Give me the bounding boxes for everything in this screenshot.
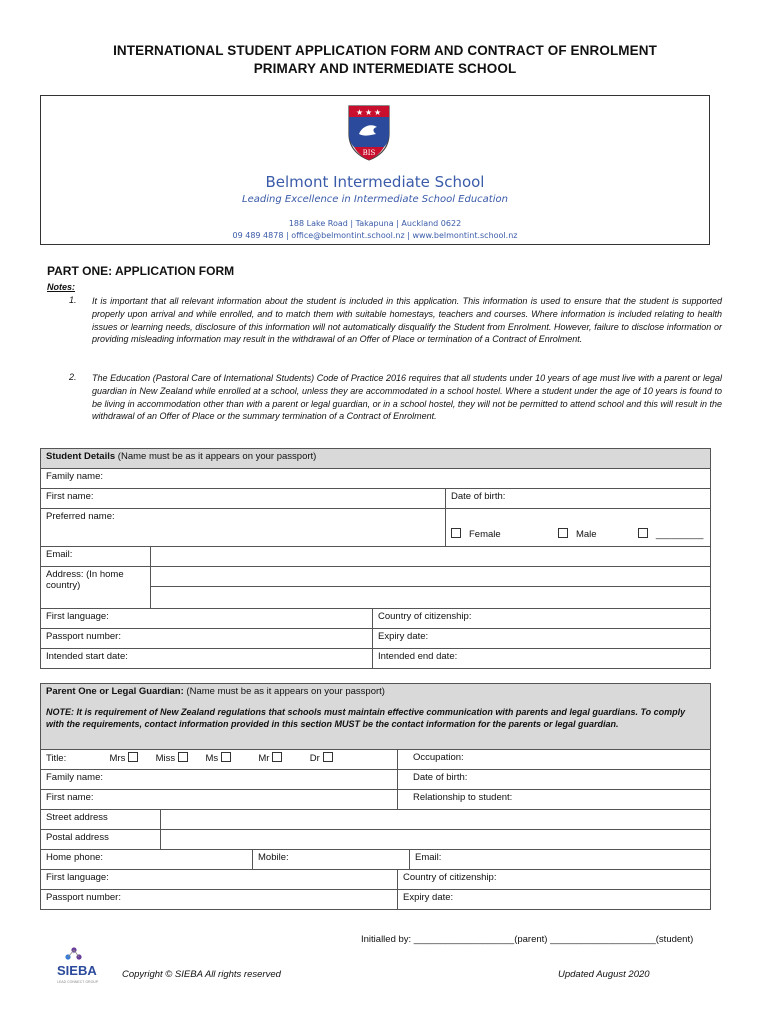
- dr-checkbox[interactable]: [323, 752, 333, 762]
- student-preferred-name-field[interactable]: Preferred name:: [41, 509, 446, 547]
- student-end-date-field[interactable]: Intended end date:: [373, 649, 711, 669]
- parent-mobile-field[interactable]: Mobile:: [253, 850, 410, 870]
- student-first-name-field[interactable]: First name:: [41, 489, 446, 509]
- sieba-logo-text: SIEBA: [57, 963, 97, 978]
- parent-email-field[interactable]: Email:: [410, 850, 711, 870]
- miss-checkbox[interactable]: [178, 752, 188, 762]
- student-address-label: Address: (In home country): [41, 567, 151, 609]
- sieba-logo-subtext: LEAD CONNECT GROUP: [57, 980, 99, 984]
- student-passport-field[interactable]: Passport number:: [41, 629, 373, 649]
- student-details-table: [40, 448, 711, 669]
- student-email-field[interactable]: [151, 547, 711, 567]
- student-address-field-line2[interactable]: [151, 587, 711, 609]
- initialled-by-line: Initialled by: ___________________(parent) ____________________(student): [361, 934, 694, 945]
- school-crest-logo: [347, 104, 391, 162]
- parent-street-label: Street address: [41, 810, 161, 830]
- student-details-header: Student Details (Name must be as it appears on your passport): [41, 449, 711, 469]
- form-title-line1: INTERNATIONAL STUDENT APPLICATION FORM AND CONTRACT OF ENROLMENT: [113, 43, 657, 58]
- student-first-language-field[interactable]: First language:: [41, 609, 373, 629]
- part-one-heading: PART ONE: APPLICATION FORM: [47, 264, 235, 278]
- parent-details-header: Parent One or Legal Guardian: (Name must be as it appears on your passport): [41, 684, 711, 704]
- student-family-name-field[interactable]: Family name:: [41, 469, 711, 489]
- notes-label: Notes:: [47, 282, 76, 292]
- student-expiry-field[interactable]: Expiry date:: [373, 629, 711, 649]
- note-2-number: 2.: [69, 372, 77, 382]
- parent-title-row: [41, 750, 398, 770]
- male-checkbox[interactable]: [558, 528, 568, 538]
- parent-citizenship-field[interactable]: Country of citizenship:: [398, 870, 711, 890]
- dr-label: Dr: [309, 753, 320, 764]
- parent-expiry-field[interactable]: Expiry date:: [398, 890, 711, 910]
- mrs-checkbox[interactable]: [128, 752, 138, 762]
- student-gender-options: [446, 509, 711, 547]
- school-tagline: Leading Excellence in Intermediate School Education: [242, 194, 508, 205]
- parent-postal-label: Postal address: [41, 830, 161, 850]
- student-citizenship-field[interactable]: Country of citizenship:: [373, 609, 711, 629]
- student-address-field-line1[interactable]: [151, 567, 711, 587]
- ms-label: Ms: [205, 753, 219, 764]
- student-dob-field[interactable]: Date of birth:: [446, 489, 711, 509]
- student-email-label: Email:: [41, 547, 151, 567]
- parent-passport-field[interactable]: Passport number:: [41, 890, 398, 910]
- parent-first-name-field[interactable]: First name:: [41, 790, 398, 810]
- note-1-text: It is important that all relevant information about the student is included in this application. This information is used to ensure that the student is supported properly upon arrival and while enrolled, and to match them with suitable homestays, teachers and courses. Where information is included relating to health issues or learning needs, disclosure of this information will not automatically disqualify the Student from Enrolment. However, failure to disclose information or providing misleading information may result in the withdrawal of an Offer of Place or termination of a Contract of Enrolment.: [92, 296, 722, 345]
- other-checkbox[interactable]: [638, 528, 648, 538]
- crest-text: BIS: [362, 149, 376, 157]
- svg-text:★: ★: [356, 108, 364, 117]
- mrs-label: Mrs: [109, 753, 126, 764]
- parent-dob-field[interactable]: Date of birth:: [398, 770, 711, 790]
- school-address: 188 Lake Road | Takapuna | Auckland 0622: [288, 219, 462, 228]
- school-contact: 09 489 4878 | office@belmontint.school.nz | www.belmontint.school.nz: [232, 231, 518, 240]
- mr-checkbox[interactable]: [272, 752, 282, 762]
- male-label: Male: [575, 529, 597, 540]
- mr-label: Mr: [258, 753, 270, 764]
- parent-home-phone-field[interactable]: Home phone:: [41, 850, 253, 870]
- updated-date-text: Updated August 2020: [558, 969, 650, 980]
- note-2-text: The Education (Pastoral Care of International Students) Code of Practice 2016 requires that all students under 10 years of age must live with a parent or legal guardian in New Zealand while enrolled at a school, unless they are accommodated in a school hostel. Where a student under the age of 10 years is found to be living in accommodation other than with a parent or legal guardian, or in a school hostel, they will not be permitted to attend school and this will result in the withdrawal of an Offer of Place or the summary termination of a Contract of Enrolment.: [92, 373, 722, 422]
- svg-text:★: ★: [374, 108, 382, 117]
- parent-relationship-field[interactable]: Relationship to student:: [398, 790, 711, 810]
- miss-label: Miss: [155, 753, 176, 764]
- note-1-number: 1.: [69, 295, 77, 305]
- form-title-line2: PRIMARY AND INTERMEDIATE SCHOOL: [253, 61, 517, 76]
- female-checkbox[interactable]: [451, 528, 461, 538]
- ms-checkbox[interactable]: [221, 752, 231, 762]
- svg-text:★: ★: [365, 108, 373, 117]
- student-start-date-field[interactable]: Intended start date:: [41, 649, 373, 669]
- parent-occupation-field[interactable]: Occupation:: [398, 750, 711, 770]
- other-gender-blank[interactable]: _________: [655, 529, 704, 540]
- title-label: Title:: [46, 753, 67, 764]
- parent-first-language-field[interactable]: First language:: [41, 870, 398, 890]
- female-label: Female: [469, 529, 501, 540]
- parent-family-name-field[interactable]: Family name:: [41, 770, 398, 790]
- parent-street-field[interactable]: [161, 810, 711, 830]
- school-name: Belmont Intermediate School: [265, 173, 485, 191]
- parent-postal-field[interactable]: [161, 830, 711, 850]
- parent-contact-note: NOTE: It is requirement of New Zealand regulations that schools must maintain effective communication with parents and legal guardians. To comply with the requirements, contact information provided in this section MUST be the contact information for the parents or legal guardian.: [41, 704, 711, 750]
- copyright-text: Copyright © SIEBA All rights reserved: [122, 969, 281, 980]
- parent-details-table: [40, 683, 711, 910]
- sieba-logo: [52, 944, 114, 986]
